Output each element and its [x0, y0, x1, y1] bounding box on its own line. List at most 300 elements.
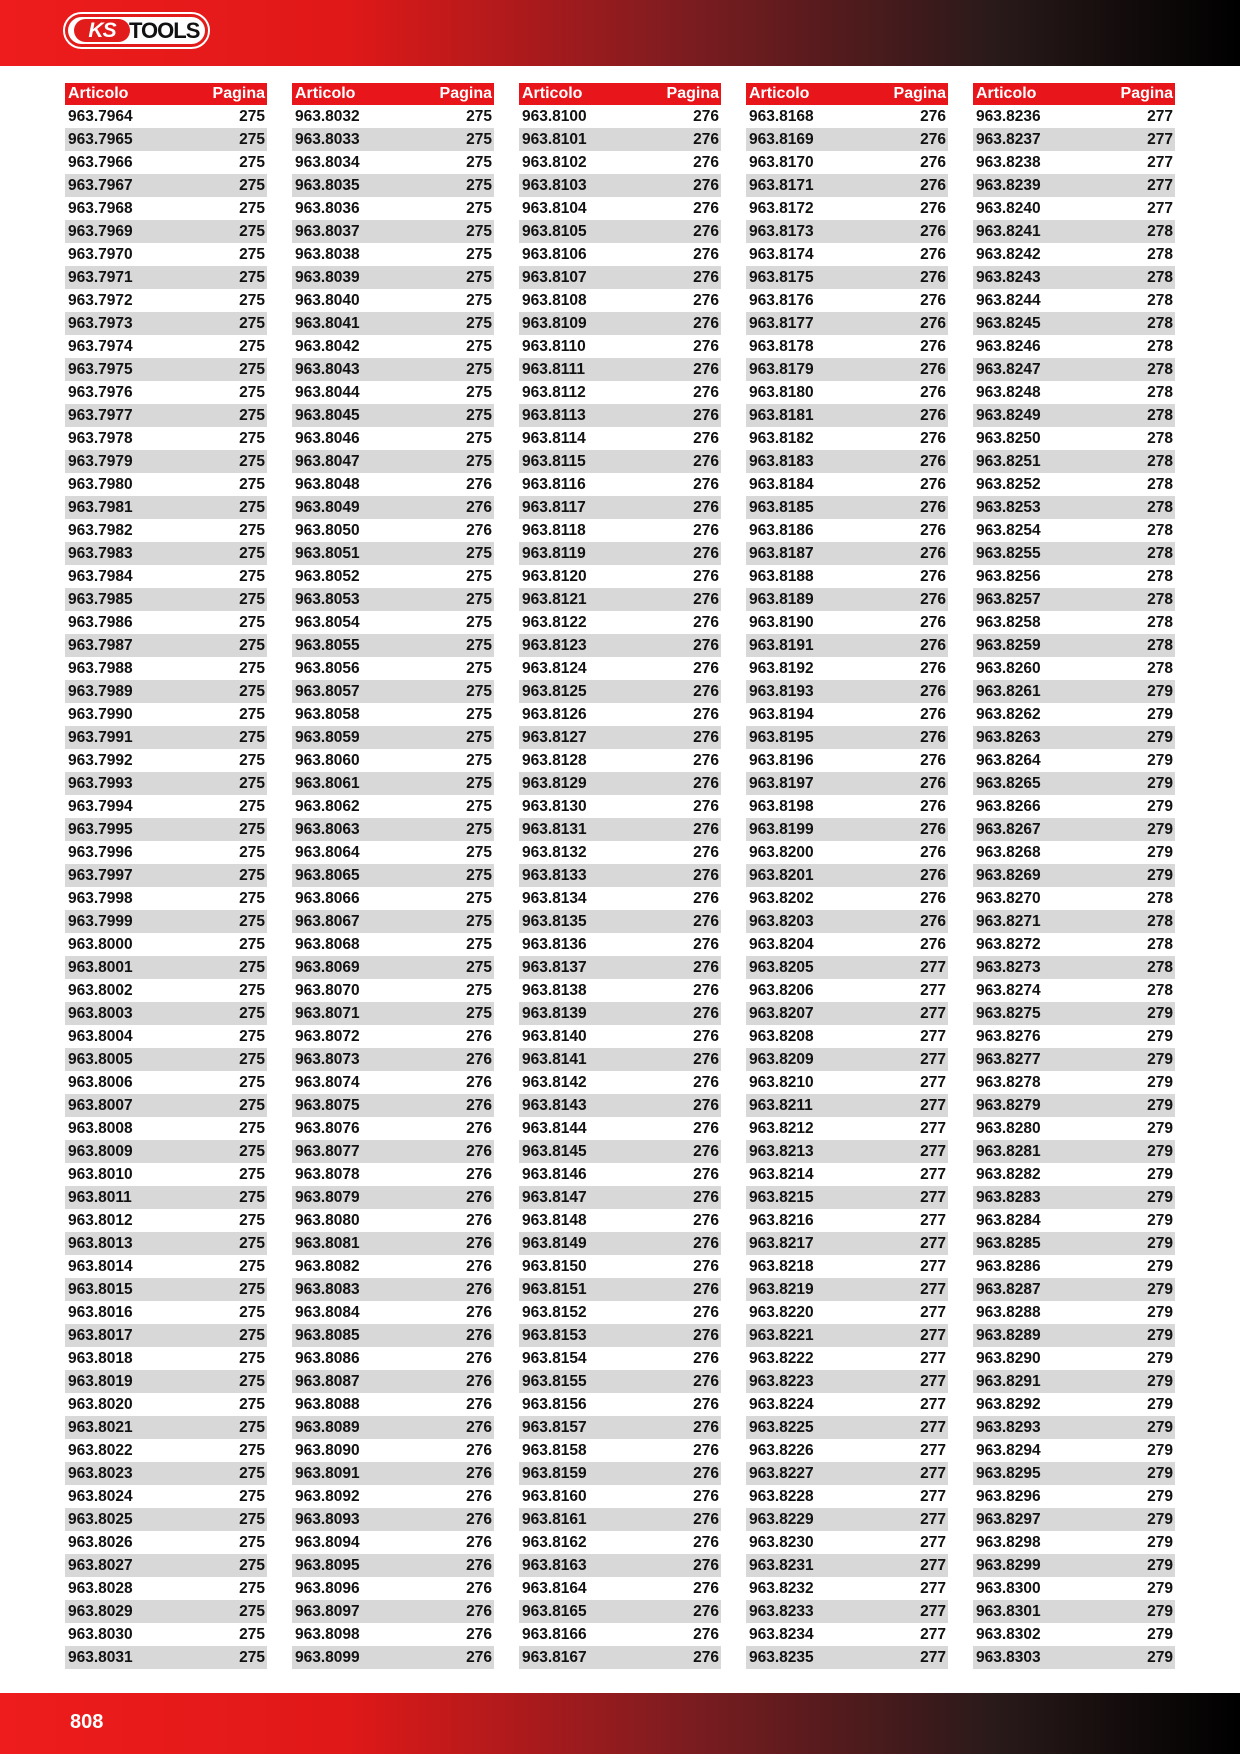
article-number: 963.8066: [295, 889, 360, 907]
page-reference: 276: [920, 866, 946, 884]
page-reference: 275: [466, 912, 492, 930]
page-reference: 275: [239, 337, 265, 355]
table-row: [519, 657, 721, 680]
table-row: [519, 1623, 721, 1646]
header-pagina: Pagina: [666, 85, 719, 102]
article-number: 963.8142: [522, 1073, 587, 1091]
page-reference: 276: [466, 1257, 492, 1275]
article-number: 963.8194: [749, 705, 814, 723]
article-number: 963.8225: [749, 1418, 814, 1436]
table-row: [519, 1324, 721, 1347]
table-row: [65, 1347, 267, 1370]
table-row: [973, 1416, 1175, 1439]
header-pagina: Pagina: [893, 85, 946, 102]
table-row: [973, 841, 1175, 864]
table-row: [746, 588, 948, 611]
page-reference: 276: [466, 1395, 492, 1413]
table-row: [292, 1646, 494, 1669]
page-reference: 275: [466, 820, 492, 838]
page-reference: 278: [1147, 429, 1173, 447]
page-reference: 276: [693, 1165, 719, 1183]
page-reference: 277: [920, 1303, 946, 1321]
page-reference: 275: [239, 153, 265, 171]
table-row: [292, 1577, 494, 1600]
page-reference: 276: [920, 268, 946, 286]
article-number: 963.8210: [749, 1073, 814, 1091]
page-reference: 276: [693, 1648, 719, 1666]
page-reference: 276: [693, 406, 719, 424]
article-number: 963.8040: [295, 291, 360, 309]
table-row: [746, 1508, 948, 1531]
table-row: [292, 818, 494, 841]
page-reference: 276: [693, 774, 719, 792]
article-number: 963.8011: [68, 1188, 132, 1206]
table-row: [65, 1140, 267, 1163]
article-number: 963.8158: [522, 1441, 587, 1459]
page-reference: 277: [920, 1464, 946, 1482]
article-number: 963.8239: [976, 176, 1041, 194]
article-number: 963.8151: [522, 1280, 587, 1298]
table-row: [292, 1186, 494, 1209]
page-reference: 276: [693, 797, 719, 815]
table-row: [746, 1140, 948, 1163]
page-reference: 276: [693, 1004, 719, 1022]
table-row: [746, 1117, 948, 1140]
page-reference: 276: [693, 1464, 719, 1482]
index-column-1: [65, 83, 267, 1669]
page-reference: 278: [1147, 935, 1173, 953]
page-reference: 275: [239, 1372, 265, 1390]
article-number: 963.8123: [522, 636, 587, 654]
page-reference: 276: [693, 1211, 719, 1229]
table-row: [292, 289, 494, 312]
article-number: 963.8198: [749, 797, 814, 815]
page-reference: 279: [1147, 1050, 1173, 1068]
article-number: 963.8124: [522, 659, 587, 677]
table-row: [519, 749, 721, 772]
page-reference: 276: [693, 314, 719, 332]
article-number: 963.8257: [976, 590, 1041, 608]
page-reference: 275: [239, 1188, 265, 1206]
header-articolo: Articolo: [295, 85, 356, 102]
page-reference: 275: [466, 222, 492, 240]
page-reference: 276: [920, 843, 946, 861]
table-row: [519, 1508, 721, 1531]
table-row: [65, 427, 267, 450]
article-number: 963.8056: [295, 659, 360, 677]
table-row: [973, 634, 1175, 657]
table-row: [292, 1370, 494, 1393]
article-number: 963.8074: [295, 1073, 360, 1091]
article-number: 963.8169: [749, 130, 814, 148]
page-reference: 276: [693, 1349, 719, 1367]
page-reference: 276: [466, 1648, 492, 1666]
table-row: [292, 1140, 494, 1163]
table-row: [746, 611, 948, 634]
table-row: [519, 1209, 721, 1232]
table-row: [973, 956, 1175, 979]
article-number: 963.8018: [68, 1349, 133, 1367]
page-reference: 275: [239, 314, 265, 332]
table-row: [519, 1485, 721, 1508]
page-reference: 275: [239, 1579, 265, 1597]
article-number: 963.8133: [522, 866, 587, 884]
article-number: 963.8139: [522, 1004, 587, 1022]
article-number: 963.7982: [68, 521, 133, 539]
page-reference: 276: [693, 199, 719, 217]
table-row: [746, 358, 948, 381]
table-row: [746, 266, 948, 289]
page-reference: 276: [466, 1280, 492, 1298]
page-reference: 275: [239, 820, 265, 838]
page-reference: 275: [466, 613, 492, 631]
table-row: [65, 151, 267, 174]
article-number: 963.8165: [522, 1602, 587, 1620]
page-reference: 276: [693, 360, 719, 378]
article-number: 963.8120: [522, 567, 587, 585]
page-reference: 275: [239, 199, 265, 217]
table-row: [65, 1531, 267, 1554]
article-number: 963.8250: [976, 429, 1041, 447]
article-number: 963.8219: [749, 1280, 814, 1298]
article-number: 963.8226: [749, 1441, 814, 1459]
article-number: 963.8038: [295, 245, 360, 263]
article-number: 963.8301: [976, 1602, 1041, 1620]
page-reference: 275: [239, 1234, 265, 1252]
article-number: 963.8024: [68, 1487, 133, 1505]
article-number: 963.8092: [295, 1487, 360, 1505]
article-number: 963.8095: [295, 1556, 360, 1574]
table-row: [292, 910, 494, 933]
table-row: [292, 128, 494, 151]
table-row: [65, 542, 267, 565]
article-number: 963.8196: [749, 751, 814, 769]
page-reference: 275: [239, 1303, 265, 1321]
page-reference: 276: [693, 1487, 719, 1505]
page-reference: 278: [1147, 889, 1173, 907]
article-number: 963.8193: [749, 682, 814, 700]
table-row: [65, 795, 267, 818]
table-row: [519, 289, 721, 312]
page-reference: 275: [466, 245, 492, 263]
table-row: [973, 151, 1175, 174]
article-number: 963.8145: [522, 1142, 587, 1160]
page-reference: 275: [239, 797, 265, 815]
article-number: 963.7979: [68, 452, 133, 470]
page-reference: 275: [239, 728, 265, 746]
table-row: [519, 1002, 721, 1025]
page-reference: 275: [239, 222, 265, 240]
table-row: [746, 496, 948, 519]
table-row: [746, 243, 948, 266]
table-row: [973, 933, 1175, 956]
article-number: 963.8231: [749, 1556, 814, 1574]
table-row: [519, 496, 721, 519]
article-number: 963.8290: [976, 1349, 1041, 1367]
table-row: [292, 1623, 494, 1646]
table-row: [519, 105, 721, 128]
page-reference: 277: [920, 1211, 946, 1229]
table-row: [746, 1025, 948, 1048]
article-number: 963.8048: [295, 475, 360, 493]
article-number: 963.8245: [976, 314, 1041, 332]
article-number: 963.8104: [522, 199, 587, 217]
page-reference: 276: [693, 1395, 719, 1413]
article-number: 963.8019: [68, 1372, 133, 1390]
table-row: [65, 887, 267, 910]
article-number: 963.8036: [295, 199, 360, 217]
page-reference: 277: [920, 1418, 946, 1436]
page-reference: 276: [920, 636, 946, 654]
page-reference: 279: [1147, 1257, 1173, 1275]
table-row: [65, 220, 267, 243]
article-number: 963.8097: [295, 1602, 360, 1620]
page-reference: 276: [693, 498, 719, 516]
article-number: 963.8222: [749, 1349, 814, 1367]
article-number: 963.8080: [295, 1211, 360, 1229]
page-reference: 275: [239, 429, 265, 447]
article-number: 963.7971: [68, 268, 133, 286]
page-reference: 278: [1147, 291, 1173, 309]
table-row: [746, 335, 948, 358]
article-number: 963.8182: [749, 429, 814, 447]
page-reference: 277: [920, 1165, 946, 1183]
article-number: 963.8069: [295, 958, 360, 976]
page-reference: 279: [1147, 1303, 1173, 1321]
column-header: [65, 83, 267, 105]
article-number: 963.8091: [295, 1464, 360, 1482]
article-number: 963.8089: [295, 1418, 360, 1436]
table-row: [65, 1186, 267, 1209]
page-reference: 276: [466, 1142, 492, 1160]
page-reference: 275: [239, 1487, 265, 1505]
article-number: 963.7984: [68, 567, 133, 585]
article-number: 963.8119: [522, 544, 586, 562]
table-row: [65, 1439, 267, 1462]
table-row: [292, 864, 494, 887]
article-number: 963.7968: [68, 199, 133, 217]
header-articolo: Articolo: [522, 85, 583, 102]
page-reference: 277: [1147, 199, 1173, 217]
article-number: 963.8286: [976, 1257, 1041, 1275]
article-number: 963.8244: [976, 291, 1041, 309]
article-number: 963.8098: [295, 1625, 360, 1643]
table-row: [746, 634, 948, 657]
article-number: 963.8237: [976, 130, 1041, 148]
article-number: 963.8110: [522, 337, 586, 355]
article-number: 963.8016: [68, 1303, 133, 1321]
article-number: 963.8160: [522, 1487, 587, 1505]
table-row: [746, 1370, 948, 1393]
page-reference: 276: [920, 705, 946, 723]
page-reference: 275: [239, 613, 265, 631]
table-row: [65, 1600, 267, 1623]
page-reference: 276: [693, 1625, 719, 1643]
article-number: 963.8172: [749, 199, 814, 217]
table-row: [292, 611, 494, 634]
article-number: 963.8161: [522, 1510, 587, 1528]
page-reference: 275: [239, 1004, 265, 1022]
table-row: [746, 887, 948, 910]
table-row: [292, 1554, 494, 1577]
table-row: [519, 1163, 721, 1186]
page-reference: 275: [239, 1464, 265, 1482]
table-row: [65, 1209, 267, 1232]
article-number: 963.7993: [68, 774, 133, 792]
article-number: 963.8205: [749, 958, 814, 976]
article-number: 963.8283: [976, 1188, 1041, 1206]
table-row: [65, 680, 267, 703]
page-reference: 275: [239, 889, 265, 907]
page-reference: 275: [466, 383, 492, 401]
article-number: 963.8189: [749, 590, 814, 608]
article-number: 963.8090: [295, 1441, 360, 1459]
page-reference: 277: [920, 1556, 946, 1574]
table-row: [746, 1416, 948, 1439]
table-row: [519, 1094, 721, 1117]
table-row: [973, 1209, 1175, 1232]
article-number: 963.8106: [522, 245, 587, 263]
page-reference: 277: [920, 1257, 946, 1275]
article-number: 963.8152: [522, 1303, 587, 1321]
table-row: [746, 1094, 948, 1117]
article-number: 963.8204: [749, 935, 814, 953]
article-number: 963.7995: [68, 820, 133, 838]
table-row: [519, 1301, 721, 1324]
article-number: 963.8268: [976, 843, 1041, 861]
page-reference: 276: [693, 544, 719, 562]
page-reference: 279: [1147, 1395, 1173, 1413]
article-number: 963.8099: [295, 1648, 360, 1666]
column-rows: [65, 105, 267, 1669]
table-row: [519, 174, 721, 197]
header-pagina: Pagina: [439, 85, 492, 102]
page-reference: 276: [693, 1533, 719, 1551]
article-number: 963.7977: [68, 406, 133, 424]
article-number: 963.8116: [522, 475, 586, 493]
article-number: 963.8031: [68, 1648, 133, 1666]
table-row: [292, 1278, 494, 1301]
table-row: [292, 657, 494, 680]
article-number: 963.7992: [68, 751, 133, 769]
ks-tools-logo: [63, 12, 210, 49]
table-row: [973, 105, 1175, 128]
article-number: 963.8057: [295, 682, 360, 700]
article-number: 963.8223: [749, 1372, 814, 1390]
table-row: [973, 450, 1175, 473]
page-reference: 276: [693, 1303, 719, 1321]
article-number: 963.7974: [68, 337, 133, 355]
table-row: [65, 1485, 267, 1508]
article-number: 963.7965: [68, 130, 133, 148]
table-row: [973, 1347, 1175, 1370]
article-number: 963.8186: [749, 521, 814, 539]
article-number: 963.7987: [68, 636, 133, 654]
page-reference: 276: [693, 1441, 719, 1459]
page-reference: 275: [239, 383, 265, 401]
article-number: 963.8270: [976, 889, 1041, 907]
page-reference: 276: [693, 268, 719, 286]
page-reference: 275: [466, 981, 492, 999]
table-row: [746, 818, 948, 841]
article-number: 963.8025: [68, 1510, 133, 1528]
page-reference: 276: [920, 797, 946, 815]
table-row: [519, 680, 721, 703]
article-number: 963.8108: [522, 291, 587, 309]
article-number: 963.7999: [68, 912, 133, 930]
page-reference: 276: [466, 1556, 492, 1574]
logo-tools-wordmark: TOOLS: [129, 18, 200, 43]
table-row: [292, 726, 494, 749]
page-reference: 275: [466, 889, 492, 907]
table-row: [973, 1025, 1175, 1048]
table-row: [65, 128, 267, 151]
page-reference: 276: [693, 521, 719, 539]
page-reference: 275: [239, 981, 265, 999]
table-row: [292, 1347, 494, 1370]
table-row: [519, 1140, 721, 1163]
page-reference: 276: [693, 820, 719, 838]
table-row: [973, 1255, 1175, 1278]
article-number: 963.8224: [749, 1395, 814, 1413]
table-row: [519, 1025, 721, 1048]
page-reference: 277: [920, 1533, 946, 1551]
page-reference: 275: [466, 843, 492, 861]
page-reference: 275: [466, 406, 492, 424]
page-reference: 275: [239, 1418, 265, 1436]
page-reference: 277: [920, 1395, 946, 1413]
article-number: 963.8052: [295, 567, 360, 585]
article-number: 963.8176: [749, 291, 814, 309]
table-row: [973, 565, 1175, 588]
page-reference: 276: [693, 659, 719, 677]
column-rows: [292, 105, 494, 1669]
table-row: [973, 473, 1175, 496]
article-number: 963.8235: [749, 1648, 814, 1666]
table-row: [973, 128, 1175, 151]
article-number: 963.8170: [749, 153, 814, 171]
article-number: 963.8271: [976, 912, 1041, 930]
page-reference: 279: [1147, 728, 1173, 746]
page-reference: 276: [693, 337, 719, 355]
page-reference: 275: [239, 935, 265, 953]
table-row: [65, 1324, 267, 1347]
table-row: [519, 1186, 721, 1209]
page-reference: 278: [1147, 268, 1173, 286]
table-row: [292, 703, 494, 726]
page-reference: 278: [1147, 498, 1173, 516]
article-number: 963.8247: [976, 360, 1041, 378]
table-row: [65, 1163, 267, 1186]
page-reference: 277: [920, 1349, 946, 1367]
article-number: 963.8027: [68, 1556, 133, 1574]
article-number: 963.8081: [295, 1234, 360, 1252]
article-number: 963.8088: [295, 1395, 360, 1413]
table-row: [973, 1094, 1175, 1117]
article-number: 963.8132: [522, 843, 587, 861]
page-reference: 276: [693, 613, 719, 631]
table-row: [746, 772, 948, 795]
table-row: [292, 1048, 494, 1071]
article-number: 963.8017: [68, 1326, 133, 1344]
article-number: 963.8242: [976, 245, 1041, 263]
article-number: 963.8269: [976, 866, 1041, 884]
table-row: [519, 335, 721, 358]
article-number: 963.8201: [749, 866, 814, 884]
article-number: 963.8163: [522, 1556, 587, 1574]
page-reference: 276: [693, 130, 719, 148]
table-row: [519, 1117, 721, 1140]
